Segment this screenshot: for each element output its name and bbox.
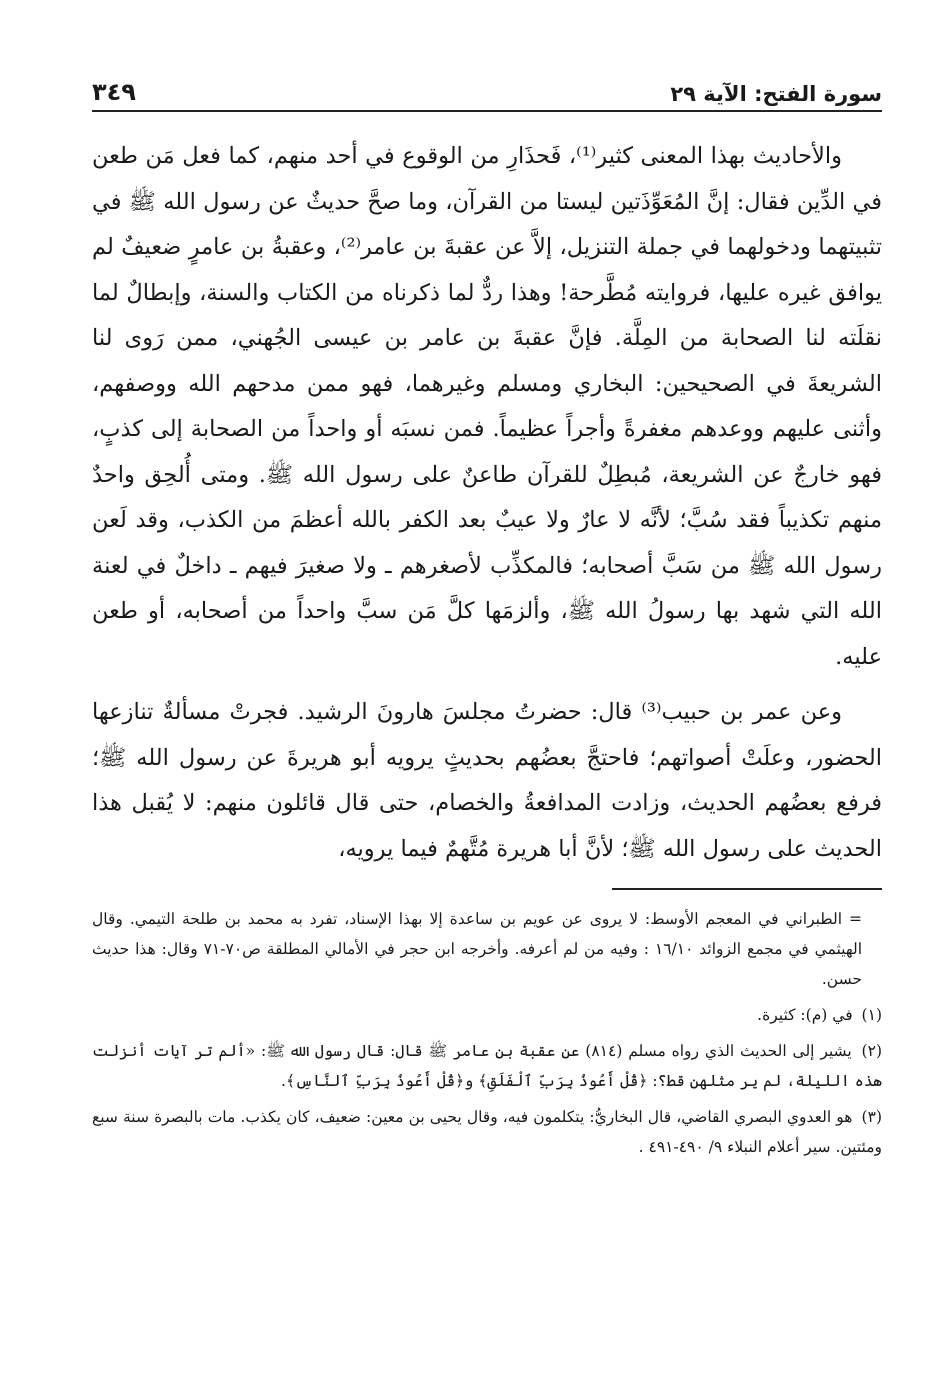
- footnote-3-mark: (٣): [861, 1108, 882, 1126]
- footnote-separator: [612, 888, 882, 890]
- footnote-1-mark: (١): [861, 1006, 882, 1024]
- book-page: [92, 70, 882, 1360]
- main-text: [92, 134, 882, 872]
- header-rule: [92, 110, 882, 112]
- surah-title: سورة الفتح: الآية ٢٩: [670, 82, 882, 106]
- paragraph-1: والأحاديث بهذا المعنى كثير⁽¹⁾، فَحذَارِ من الوقوع في أحد منهم، كما فعل مَن طعن في الدِّين فقال: إنَّ المُعَوِّذَتين ليستا من القرآن، وما صحَّ حديثٌ عن رسول الله ﷺ في تثبيتهما ودخولهما في جملة التنزيل، إلاَّ عن عقبةَ بن عامر⁽²⁾، وعقبةُ بن عامرٍ ضعيفٌ لم يوافق غيره عليها، فروايته مُطَّرحة! وهذا ردٌّ لما ذكرناه من الكتاب والسنة، وإبطالٌ لما نقلَته لنا الصحابة من المِلَّة. فإنَّ عقبةَ بن عامر بن عيسى الجُهني، ممن رَوى لنا الشريعةَ في الصحيحين: البخاري ومسلم وغيرهما، فهو ممن مدحهم الله ووصفهم، وأثنى عليهم ووعدهم مغفرةً وأجراً عظيماً. فمن نسبَه أو واحداً من الصحابة إلى كذبٍ، فهو خارجٌ عن الشريعة، مُبطِلٌ للقرآن طاعنٌ على رسول الله ﷺ. ومتى أُلحِق واحدٌ منهم تكذيباً فقد سُبَّ؛ لأنَّه لا عارٌ ولا عيبٌ بعد الكفر بالله أعظمَ من الكذب، وقد لَعن رسول الله ﷺ من سَبَّ أصحابه؛ فالمكذِّب لأصغرهم ـ ولا صغيرَ فيهم ـ داخلٌ في لعنة الله التي شهد بها رسولُ الله ﷺ، وألزمَها كلَّ مَن سبَّ واحداً من أصحابه، أو طعن عليه.: [92, 143, 882, 670]
- footnote-1: [92, 1000, 882, 1030]
- running-header: [92, 70, 882, 106]
- footnote-2-mark: (٢): [861, 1042, 882, 1060]
- page-number: ٣٤٩: [92, 78, 136, 106]
- footnote-3-text: هو العدوي البصري القاضي، قال البخاريُّ: يتكلمون فيه، وقال يحيى بن معين: ضعيف، كان يكذب. مات بالبصرة سنة سبع ومئتين. سير أعلام النبلاء ٩/ ٤٩٠-٤٩١ .: [92, 1108, 882, 1156]
- footnote-2: [92, 1036, 882, 1096]
- footnote-continuation: = الطبراني في المعجم الأوسط: لا يروى عن عويم بن ساعدة إلا بهذا الإسناد، تفرد به محمد بن طلحة التيمي. وقال الهيثمي في مجمع الزوائد ١٦/١٠ : وفيه من لم أعرفه. وأخرجه ابن حجر في الأمالي المطلقة ص٧٠-٧١ وقال: هذا حديث حسن.: [92, 910, 862, 988]
- footnotes: [92, 904, 882, 1162]
- footnote-1-text: في (م): كثيرة.: [757, 1006, 853, 1024]
- paragraph-2: وعن عمر بن حبيب⁽³⁾ قال: حضرتُ مجلسَ هارونَ الرشيد. فجرتْ مسألةٌ تنازعها الحضور، وعلَتْ أصواتهم؛ فاحتجَّ بعضُهم بحديثٍ يرويه أبو هريرةَ عن رسول الله ﷺ؛ فرفع بعضُهم الحديث، وزادت المدافعةُ والخصام، حتى قال قائلون منهم: لا يُقبل هذا الحديث على رسول الله ﷺ؛ لأنَّ أبا هريرة مُتَّهمٌ فيما يرويه،: [92, 699, 882, 862]
- footnote-3: [92, 1102, 882, 1162]
- footnote-2-text: يشير إلى الحديث الذي رواه مسلم (٨١٤) عن عقبة بن عامر ﷺ قال: قال رسول الله ﷺ: «ألم تر آيات أنزلت هذه الليلة، لم ير مثلهن قط؟: ﴿قُلْ أَعُوذُ بِرَبِّ ٱلْفَلَقِ﴾ و﴿قُلْ أَعُوذُ بِرَبِّ ٱلنَّاسِ﴾.: [92, 1042, 882, 1090]
